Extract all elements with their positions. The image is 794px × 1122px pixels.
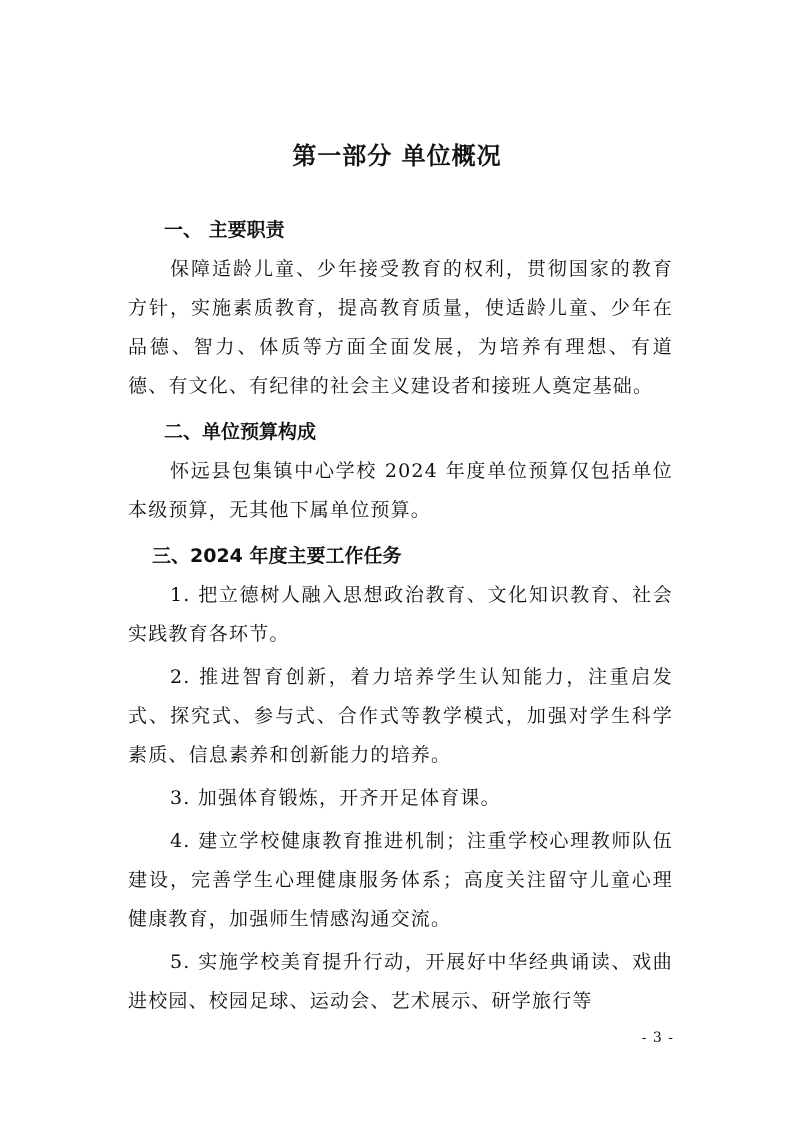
task-item: 4. 建立学校健康教育推进机制；注重学校心理教师队伍建设，完善学生心理健康服务体系；高度关注留守儿童心理健康教育，加强师生情感沟通交流。 [128,830,673,930]
page-title: 第一部分 单位概况 [292,142,502,170]
section-heading-duties: 一、 主要职责 [164,219,285,241]
task-item: 5. 实施学校美育提升行动，开展好中华经典诵读、戏曲进校园、校园足球、运动会、艺术展示、研学旅行等 [128,951,673,1012]
document-body [128,210,673,1021]
section-paragraph-duties: 保障适龄儿童、少年接受教育的权利，贯彻国家的教育方针，实施素质教育，提高教育质量，使适龄儿童、少年在品德、智力、体质等方面全面发展，为培养有理想、有道德、有文化、有纪律的社会主义建设者和接班人奠定基础。 [128,258,673,397]
task-item: 2. 推进智育创新，着力培养学生认知能力，注重启发式、探究式、参与式、合作式等教学模式，加强对学生科学素质、信息素养和创新能力的培养。 [128,666,673,766]
page-number: - 3 - [641,1030,674,1046]
section-heading-budget-structure: 二、单位预算构成 [164,421,317,443]
section-heading-tasks: 三、2024 年度主要工作任务 [152,545,402,567]
task-item: 1. 把立德树人融入思想政治教育、文化知识教育、社会实践教育各环节。 [128,584,673,645]
section-paragraph-budget-structure: 怀远县包集镇中心学校 2024 年度单位预算仅包括单位本级预算，无其他下属单位预算。 [128,460,673,521]
task-item: 3. 加强体育锻炼，开齐开足体育课。 [170,787,501,809]
